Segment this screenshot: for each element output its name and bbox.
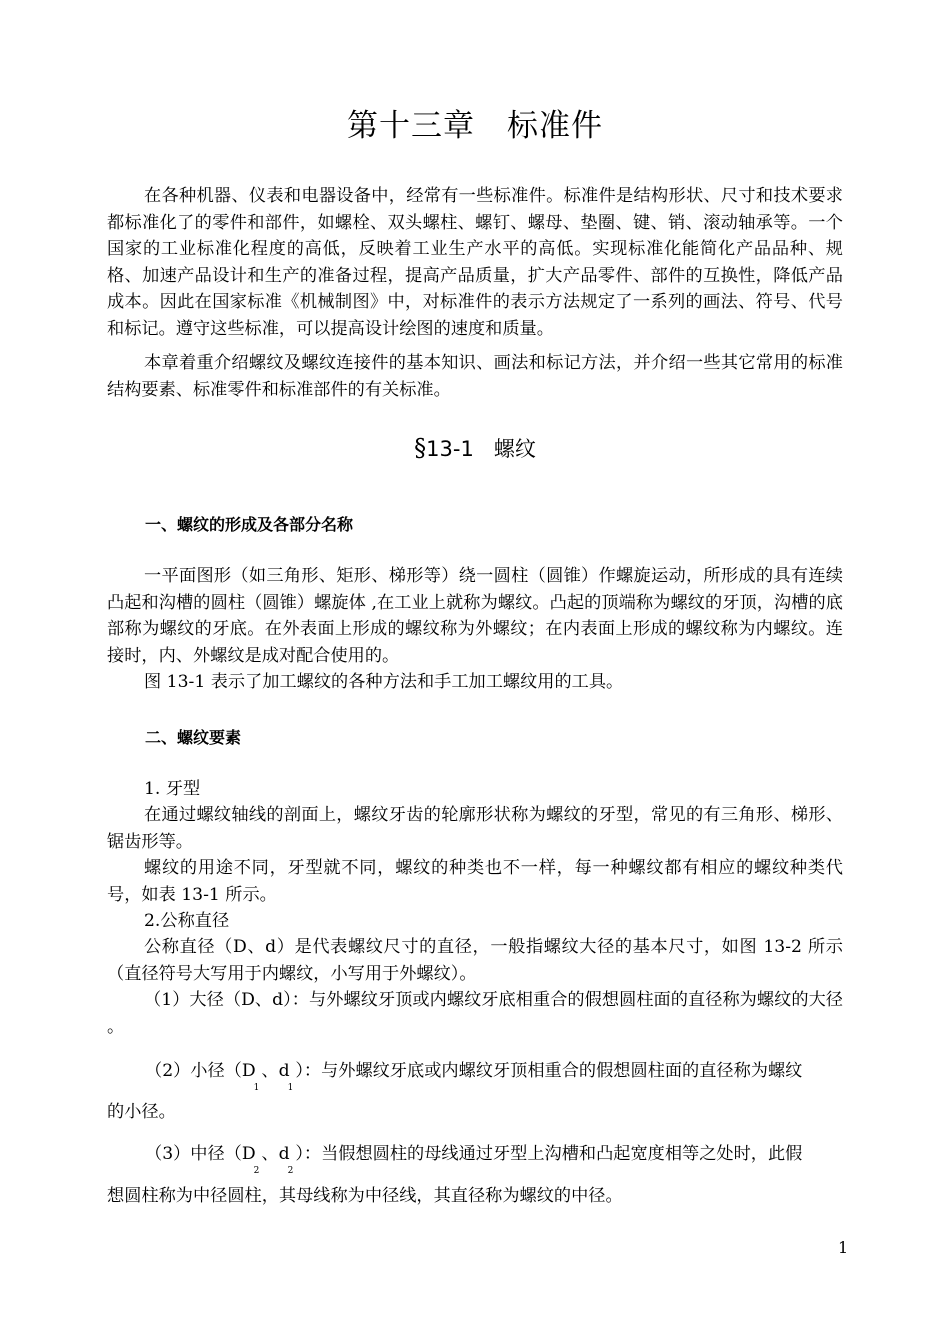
subscript: 2 — [253, 1166, 260, 1176]
item2-title: 2.公称直径 — [144, 911, 230, 931]
item2-paragraph-1: 公称直径（D、d）是代表螺纹尺寸的直径，一般指螺纹大径的基本尺寸，如图 13-2 所示（直径符号大写用于内螺纹，小写用于外螺纹）。 — [107, 937, 843, 984]
item1-title: 1. 牙型 — [144, 779, 201, 799]
subscript: 1 — [287, 1083, 294, 1093]
part1-paragraph-2: 图 13-1 表示了加工螺纹的各种方法和手工加工螺纹用的工具。 — [144, 672, 624, 692]
pitch-diameter-line: （3）中径（$D_2$、$d_2$）：当假想圆柱的母线通过牙型上沟槽和凸起宽度相等之处时，此假 — [145, 1144, 803, 1176]
part2-heading: 二、螺纹要素 — [145, 728, 242, 747]
section-number: 13-1 — [426, 437, 474, 461]
major-diameter-paragraph: （1）大径（D、d）：与外螺纹牙顶或内螺纹牙底相重合的假想圆柱面的直径称为螺纹的大径 。 — [107, 990, 843, 1037]
item1-paragraph-2: 螺纹的用途不同，牙型就不同，螺纹的种类也不一样，每一种螺纹都有相应的螺纹种类代号，如表 13-1 所示。 — [107, 858, 843, 905]
part1-paragraph-1: 一平面图形（如三角形、矩形、梯形等）绕一圆柱（圆锥）作螺旋运动，所形成的具有连续凸起和沟槽的圆柱（圆锥）螺旋体 ,在工业上就称为螺纹。凸起的顶端称为螺纹的牙顶，沟槽的底部称为螺纹的牙底。在外表面上形成的螺纹称为外螺纹；在内表面上形成的螺纹称为内螺纹。连接时，内、外螺纹是成对配合使用的。 — [107, 566, 843, 666]
subscript: 2 — [287, 1166, 294, 1176]
part1-heading: 一、螺纹的形成及各部分名称 — [145, 515, 354, 534]
intro-paragraph-2: 本章着重介绍螺纹及螺纹连接件的基本知识、画法和标记方法，并介绍一些其它常用的标准结构要素、标准零件和标准部件的有关标准。 — [107, 353, 843, 400]
page-number: 1 — [838, 1238, 849, 1257]
subscript: 1 — [253, 1083, 260, 1093]
section-title — [0, 433, 950, 463]
item1-paragraph-1: 在通过螺纹轴线的剖面上，螺纹牙齿的轮廓形状称为螺纹的牙型，常见的有三角形、梯形、锯齿形等。 — [107, 805, 843, 852]
pitch-diameter-continuation: 想圆柱称为中径圆柱，其母线称为中径线，其直径称为螺纹的中径。 — [107, 1186, 623, 1206]
section-name: 螺纹 — [493, 437, 536, 461]
minor-diameter-line: （2）小径（$D_1$、$d_1$）：与外螺纹牙底或内螺纹牙顶相重合的假想圆柱面的直径称为螺纹 — [145, 1061, 803, 1093]
minor-diameter-continuation: 的小径。 — [107, 1102, 176, 1122]
chapter-title: 第十三章 标准件 — [347, 108, 603, 144]
intro-paragraph-1: 在各种机器、仪表和电器设备中，经常有一些标准件。标准件是结构形状、尺寸和技术要求都标准化了的零件和部件，如螺栓、双头螺柱、螺钉、螺母、垫圈、键、销、滚动轴承等。一个国家的工业标准化程度的高低，反映着工业生产水平的高低。实现标准化能简化产品品种、规格、加速产品设计和生产的准备过程，提高产品质量，扩大产品零件、部件的互换性，降低产品成本。因此在国家标准《机械制图》中，对标准件的表示方法规定了一系列的画法、符号、代号和标记。遵守这些标准，可以提高设计绘图的速度和质量。 — [107, 186, 843, 339]
section-symbol: § — [414, 434, 427, 462]
